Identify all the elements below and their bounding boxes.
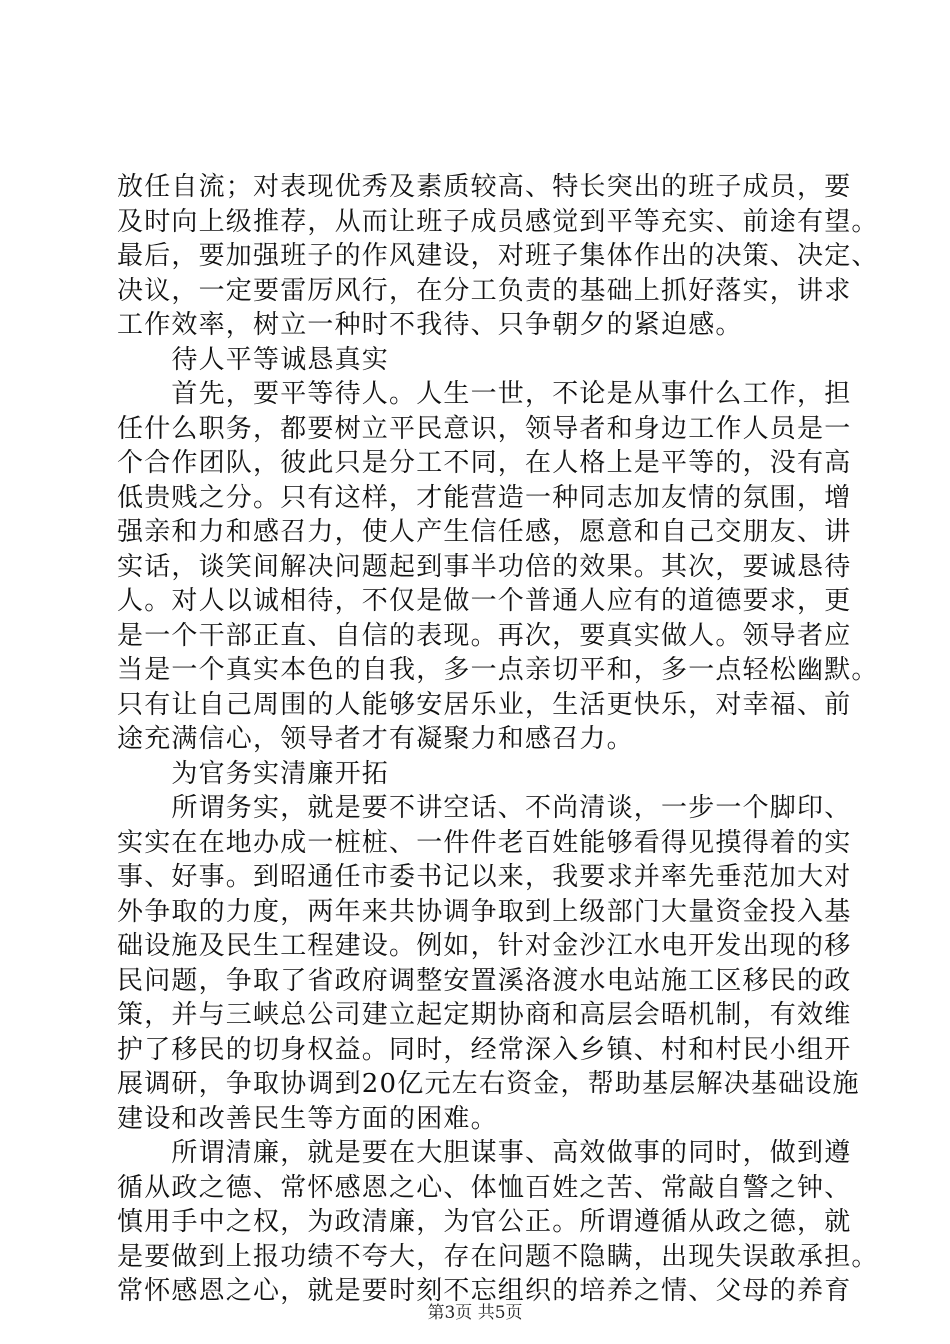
text-line: 只有让自己周围的人能够安居乐业，生活更快乐，对幸福、前 — [117, 689, 852, 720]
text-line: 放任自流；对表现优秀及素质较高、特长突出的班子成员，要 — [117, 172, 852, 202]
text-line: 础设施及民生工程建设。例如，针对金沙江水电开发出现的移 — [117, 931, 852, 961]
text-line: 展调研，争取协调到20亿元左右资金，帮助基层解决基础设施 — [117, 1069, 860, 1099]
text-line: 策，并与三峡总公司建立起定期协商和高层会晤机制，有效维 — [117, 1000, 852, 1030]
text-line: 实实在在地办成一桩桩、一件件老百姓能够看得见摸得着的实 — [117, 827, 852, 858]
text-line: 所谓清廉，就是要在大胆谋事、高效做事的同时，做到遵 — [117, 1138, 852, 1168]
text-line: 人。对人以诚相待，不仅是做一个普通人应有的道德要求，更 — [117, 586, 852, 616]
text-line: 强亲和力和感召力，使人产生信任感，愿意和自己交朋友、讲 — [117, 517, 852, 547]
text-line: 当是一个真实本色的自我，多一点亲切平和，多一点轻松幽默。 — [117, 655, 879, 685]
text-line: 慎用手中之权，为政清廉，为官公正。所谓遵循从政之德，就 — [117, 1207, 852, 1237]
page-number: 第3页 共5页 — [427, 1303, 523, 1323]
text-line: 实话，谈笑间解决问题起到事半功倍的效果。其次，要诚恳待 — [117, 551, 852, 582]
text-line: 低贵贱之分。只有这样，才能营造一种同志加友情的氛围，增 — [117, 482, 852, 513]
text-line: 建设和改善民生等方面的困难。 — [117, 1103, 498, 1134]
text-line: 任什么职务，都要树立平民意识，领导者和身边工作人员是一 — [117, 413, 852, 444]
document-body — [117, 170, 879, 1309]
page-footer — [0, 1298, 950, 1323]
text-line: 个合作团队，彼此只是分工不同，在人格上是平等的，没有高 — [117, 448, 852, 478]
text-line: 民问题，争取了省政府调整安置溪洛渡水电站施工区移民的政 — [117, 965, 852, 996]
text-line: 是一个干部正直、自信的表现。再次，要真实做人。领导者应 — [117, 620, 852, 651]
section-heading: 待人平等诚恳真实 — [117, 344, 390, 375]
text-line: 护了移民的切身权益。同时，经常深入乡镇、村和村民小组开 — [117, 1034, 852, 1065]
text-line: 常怀感恩之心，就是要时刻不忘组织的培养之情、父母的养育 — [117, 1276, 852, 1306]
text-line: 循从政之德、常怀感恩之心、体恤百姓之苦、常敲自警之钟、 — [117, 1172, 852, 1203]
text-line: 决议，一定要雷厉风行，在分工负责的基础上抓好落实，讲求 — [117, 275, 852, 306]
section-heading: 为官务实清廉开拓 — [117, 758, 390, 789]
text-line: 工作效率，树立一种时不我待、只争朝夕的紧迫感。 — [117, 310, 743, 340]
text-line: 事、好事。到昭通任市委书记以来，我要求并率先垂范加大对 — [117, 862, 852, 892]
text-line: 首先，要平等待人。人生一世，不论是从事什么工作，担 — [117, 379, 852, 409]
text-line: 最后，要加强班子的作风建设，对班子集体作出的决策、决定、 — [117, 241, 879, 271]
text-line: 外争取的力度，两年来共协调争取到上级部门大量资金投入基 — [117, 896, 852, 927]
text-line: 是要做到上报功绩不夸大，存在问题不隐瞒，出现失误敢承担。 — [117, 1241, 879, 1272]
text-line: 途充满信心，领导者才有凝聚力和感召力。 — [117, 724, 634, 754]
text-line: 及时向上级推荐，从而让班子成员感觉到平等充实、前途有望。 — [117, 206, 879, 237]
text-line: 所谓务实，就是要不讲空话、不尚清谈，一步一个脚印、 — [117, 793, 852, 823]
